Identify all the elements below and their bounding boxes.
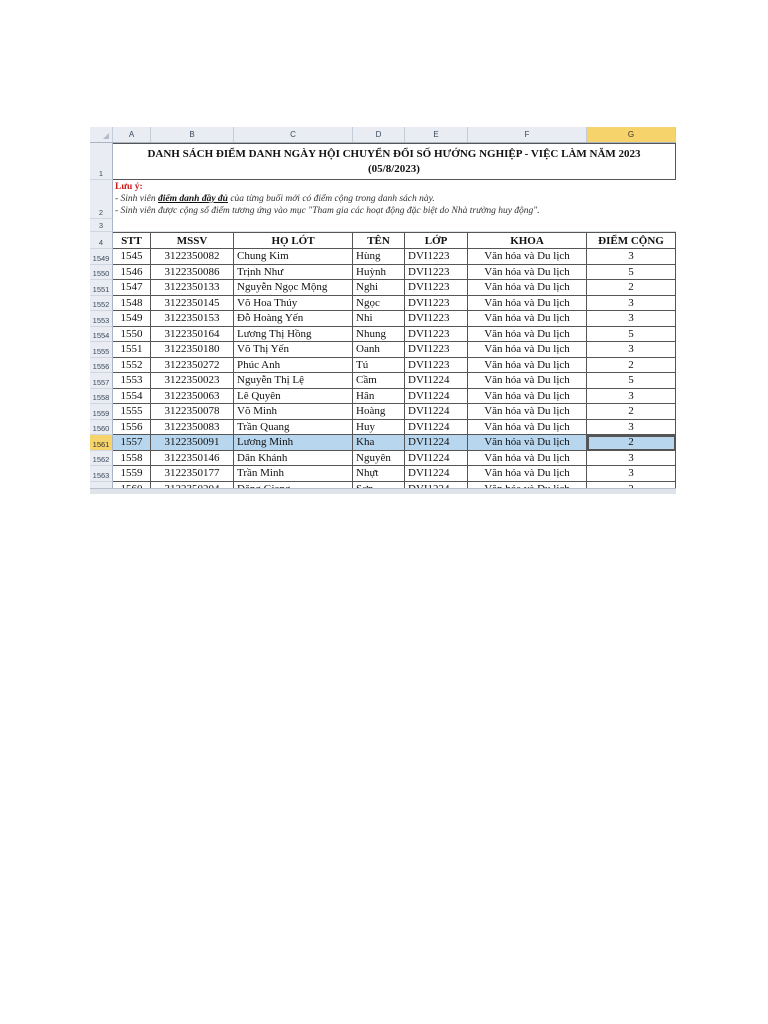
cell-stt[interactable]: 1545 (113, 249, 151, 265)
cell-lop[interactable]: DVI1224 (405, 435, 468, 451)
cell-ten[interactable]: Nhựt (353, 466, 405, 482)
empty-cell[interactable] (113, 219, 676, 232)
cell-stt[interactable]: 1553 (113, 373, 151, 389)
cell-lop[interactable]: DVI1224 (405, 451, 468, 467)
row-header[interactable]: 3 (90, 219, 113, 232)
note-line-1-suffix: của từng buổi mới có điểm cộng trong danh sách này. (227, 194, 435, 204)
cell-ten[interactable]: Kha (353, 435, 405, 451)
cell-diem-cong[interactable]: 2 (587, 404, 676, 420)
table-row (90, 265, 676, 281)
cell-ten[interactable]: Ngọc (353, 296, 405, 312)
cell-diem-cong[interactable]: 5 (587, 373, 676, 389)
cell-ho-lot[interactable]: Dân Khánh (234, 451, 353, 467)
row-header[interactable]: 1561 (90, 435, 113, 451)
row-header[interactable]: 1560 (90, 420, 113, 436)
cell-diem-cong[interactable]: 2 (587, 280, 676, 296)
note-cell[interactable] (113, 180, 676, 219)
cell-lop[interactable]: DVI1224 (405, 466, 468, 482)
cell-stt[interactable]: 1559 (113, 466, 151, 482)
cell-khoa[interactable]: Văn hóa và Du lịch (468, 389, 587, 405)
cell-diem-cong[interactable]: 3 (587, 466, 676, 482)
row-header[interactable]: 1555 (90, 342, 113, 358)
note-heading: Lưu ý: (115, 182, 143, 192)
table-row (90, 466, 676, 482)
column-header-e[interactable]: E (405, 127, 468, 142)
table-row (90, 358, 676, 374)
table-row (90, 311, 676, 327)
cell-diem-cong[interactable]: 5 (587, 265, 676, 281)
column-header-bar (90, 127, 676, 143)
cell-diem-cong[interactable]: 2 (587, 435, 676, 451)
cell-mssv[interactable]: 3122350086 (151, 265, 234, 281)
note-line-1 (115, 193, 674, 205)
cell-mssv[interactable]: 3122350133 (151, 280, 234, 296)
table-header-row (90, 232, 676, 249)
cell-ten[interactable]: Nhi (353, 311, 405, 327)
row-header[interactable]: 1563 (90, 466, 113, 482)
header-khoa[interactable]: KHOA (468, 232, 587, 249)
column-header-g[interactable]: G (587, 127, 676, 142)
column-header-a[interactable]: A (113, 127, 151, 142)
cell-mssv[interactable]: 3122350180 (151, 342, 234, 358)
row-header[interactable]: 1551 (90, 280, 113, 296)
cell-ho-lot[interactable]: Đỗ Hoàng Yến (234, 311, 353, 327)
cell-stt[interactable]: 1554 (113, 389, 151, 405)
cell-ho-lot[interactable]: Lê Quyên (234, 389, 353, 405)
sheet-date: (05/8/2023) (368, 163, 420, 175)
cell-lop[interactable]: DVI1224 (405, 420, 468, 436)
row-header[interactable]: 4 (90, 232, 113, 249)
row-header[interactable]: 1 (90, 143, 113, 180)
table-row (90, 389, 676, 405)
cell-khoa[interactable]: Văn hóa và Du lịch (468, 296, 587, 312)
row-header[interactable]: 1558 (90, 389, 113, 405)
column-header-f[interactable]: F (468, 127, 587, 142)
cell-ho-lot[interactable]: Võ Minh (234, 404, 353, 420)
column-header-c[interactable]: C (234, 127, 353, 142)
cell-ho-lot[interactable]: Trịnh Như (234, 265, 353, 281)
cell-diem-cong[interactable]: 3 (587, 342, 676, 358)
cell-ho-lot[interactable]: Võ Thị Yến (234, 342, 353, 358)
cell-lop[interactable]: DVI1223 (405, 280, 468, 296)
cell-ho-lot[interactable]: Nguyễn Ngọc Mộng (234, 280, 353, 296)
cell-lop[interactable]: DVI1224 (405, 389, 468, 405)
cell-stt[interactable]: 1547 (113, 280, 151, 296)
cell-khoa[interactable]: Văn hóa và Du lịch (468, 373, 587, 389)
column-header-d[interactable]: D (353, 127, 405, 142)
row-header[interactable]: 1556 (90, 358, 113, 374)
cell-ten[interactable]: Oanh (353, 342, 405, 358)
cell-stt[interactable]: 1551 (113, 342, 151, 358)
cell-diem-cong[interactable]: 3 (587, 296, 676, 312)
cell-khoa[interactable]: Văn hóa và Du lịch (468, 404, 587, 420)
cell-diem-cong[interactable]: 3 (587, 420, 676, 436)
cell-stt[interactable]: 1557 (113, 435, 151, 451)
row-header[interactable]: 1559 (90, 404, 113, 420)
cell-khoa[interactable]: Văn hóa và Du lịch (468, 265, 587, 281)
cell-lop[interactable]: DVI1223 (405, 327, 468, 343)
cell-stt[interactable]: 1546 (113, 265, 151, 281)
cell-ten[interactable]: Huỳnh (353, 265, 405, 281)
cell-mssv[interactable]: 3122350177 (151, 466, 234, 482)
row-header[interactable]: 1549 (90, 249, 113, 265)
cell-khoa[interactable]: Văn hóa và Du lịch (468, 420, 587, 436)
row-header[interactable]: 1552 (90, 296, 113, 312)
cell-mssv[interactable]: 3122350063 (151, 389, 234, 405)
cell-mssv[interactable]: 3122350091 (151, 435, 234, 451)
table-row (90, 420, 676, 436)
cell-khoa[interactable]: Văn hóa và Du lịch (468, 451, 587, 467)
sheet-title-cell[interactable] (113, 143, 676, 180)
header-stt[interactable]: STT (113, 232, 151, 249)
cell-stt[interactable]: 1555 (113, 404, 151, 420)
cell-stt[interactable]: 1556 (113, 420, 151, 436)
cell-lop[interactable]: DVI1224 (405, 373, 468, 389)
cell-ho-lot[interactable]: Phúc Anh (234, 358, 353, 374)
cell-lop[interactable]: DVI1223 (405, 265, 468, 281)
cell-khoa[interactable]: Văn hóa và Du lịch (468, 342, 587, 358)
cell-khoa[interactable]: Văn hóa và Du lịch (468, 280, 587, 296)
cell-khoa[interactable]: Văn hóa và Du lịch (468, 358, 587, 374)
cell-diem-cong[interactable]: 5 (587, 327, 676, 343)
cell-stt[interactable]: 1552 (113, 358, 151, 374)
header-diem-cong[interactable]: ĐIỂM CỘNG (587, 232, 676, 249)
cell-diem-cong[interactable]: 3 (587, 389, 676, 405)
cell-stt[interactable]: 1550 (113, 327, 151, 343)
cell-khoa[interactable]: Văn hóa và Du lịch (468, 435, 587, 451)
cell-stt[interactable]: 1558 (113, 451, 151, 467)
header-ho-lot[interactable]: HỌ LÓT (234, 232, 353, 249)
table-row (90, 327, 676, 343)
title-row (90, 143, 676, 180)
table-row (90, 404, 676, 420)
cell-ten[interactable]: Tú (353, 358, 405, 374)
select-all-corner[interactable] (90, 127, 113, 142)
row-header[interactable]: 2 (90, 180, 113, 219)
header-ten[interactable]: TÊN (353, 232, 405, 249)
cell-lop[interactable]: DVI1223 (405, 296, 468, 312)
cell-mssv[interactable]: 3122350164 (151, 327, 234, 343)
cell-mssv[interactable]: 3122350083 (151, 420, 234, 436)
cell-mssv[interactable]: 3122350082 (151, 249, 234, 265)
row-header[interactable]: 1554 (90, 327, 113, 343)
row-header[interactable]: 1557 (90, 373, 113, 389)
sheet-tab-bar[interactable] (90, 488, 676, 494)
cell-diem-cong[interactable]: 3 (587, 249, 676, 265)
cell-ten[interactable]: Cầm (353, 373, 405, 389)
cell-khoa[interactable]: Văn hóa và Du lịch (468, 311, 587, 327)
row-header[interactable]: 1553 (90, 311, 113, 327)
note-line-1-emphasis: điểm danh đầy đủ (158, 194, 228, 204)
note-line-2: - Sinh viên được cộng số điểm tương ứng vào mục "Tham gia các hoạt động đặc biệt do Nhà trường huy động". (115, 206, 540, 216)
spreadsheet[interactable] (90, 127, 676, 494)
header-lop[interactable]: LỚP (405, 232, 468, 249)
cell-mssv[interactable]: 3122350078 (151, 404, 234, 420)
note-row (90, 180, 676, 219)
cell-ho-lot[interactable]: Trần Quang (234, 420, 353, 436)
cell-khoa[interactable]: Văn hóa và Du lịch (468, 249, 587, 265)
cell-stt[interactable]: 1549 (113, 311, 151, 327)
cell-ho-lot[interactable]: Lương Thị Hồng (234, 327, 353, 343)
cell-ho-lot[interactable]: Nguyễn Thị Lệ (234, 373, 353, 389)
cell-ten[interactable]: Hùng (353, 249, 405, 265)
cell-ho-lot[interactable]: Trần Minh (234, 466, 353, 482)
cell-lop[interactable]: DVI1223 (405, 342, 468, 358)
row-header[interactable]: 1562 (90, 451, 113, 467)
cell-diem-cong[interactable]: 3 (587, 311, 676, 327)
cell-mssv[interactable]: 3122350145 (151, 296, 234, 312)
cell-ho-lot[interactable]: Võ Hoa Thúy (234, 296, 353, 312)
empty-row (90, 219, 676, 232)
table-row (90, 249, 676, 265)
header-mssv[interactable]: MSSV (151, 232, 234, 249)
note-line-1-prefix: - Sinh viên (115, 194, 159, 204)
cell-lop[interactable]: DVI1224 (405, 404, 468, 420)
cell-ten[interactable]: Huy (353, 420, 405, 436)
sheet-title: DANH SÁCH ĐIỂM DANH NGÀY HỘI CHUYỂN ĐỔI SỐ HƯỚNG NGHIỆP - VIỆC LÀM NĂM 2023 (147, 148, 641, 160)
cell-mssv[interactable]: 3122350146 (151, 451, 234, 467)
cell-ten[interactable]: Nghi (353, 280, 405, 296)
cell-stt[interactable]: 1548 (113, 296, 151, 312)
table-row (90, 373, 676, 389)
column-header-b[interactable]: B (151, 127, 234, 142)
table-row (90, 342, 676, 358)
table-row (90, 451, 676, 467)
cell-ten[interactable]: Hân (353, 389, 405, 405)
cell-diem-cong[interactable]: 2 (587, 358, 676, 374)
cell-khoa[interactable]: Văn hóa và Du lịch (468, 327, 587, 343)
cell-mssv[interactable]: 3122350153 (151, 311, 234, 327)
cell-lop[interactable]: DVI1223 (405, 311, 468, 327)
cell-mssv[interactable]: 3122350023 (151, 373, 234, 389)
table-row (90, 296, 676, 312)
cell-ten[interactable]: Nguyên (353, 451, 405, 467)
cell-lop[interactable]: DVI1223 (405, 358, 468, 374)
cell-diem-cong[interactable]: 3 (587, 451, 676, 467)
cell-ho-lot[interactable]: Chung Kim (234, 249, 353, 265)
row-header[interactable]: 1550 (90, 265, 113, 281)
cell-ten[interactable]: Hoàng (353, 404, 405, 420)
cell-khoa[interactable]: Văn hóa và Du lịch (468, 466, 587, 482)
cell-mssv[interactable]: 3122350272 (151, 358, 234, 374)
cell-lop[interactable]: DVI1223 (405, 249, 468, 265)
cell-ten[interactable]: Nhung (353, 327, 405, 343)
table-row (90, 280, 676, 296)
cell-ho-lot[interactable]: Lương Minh (234, 435, 353, 451)
table-row (90, 435, 676, 451)
